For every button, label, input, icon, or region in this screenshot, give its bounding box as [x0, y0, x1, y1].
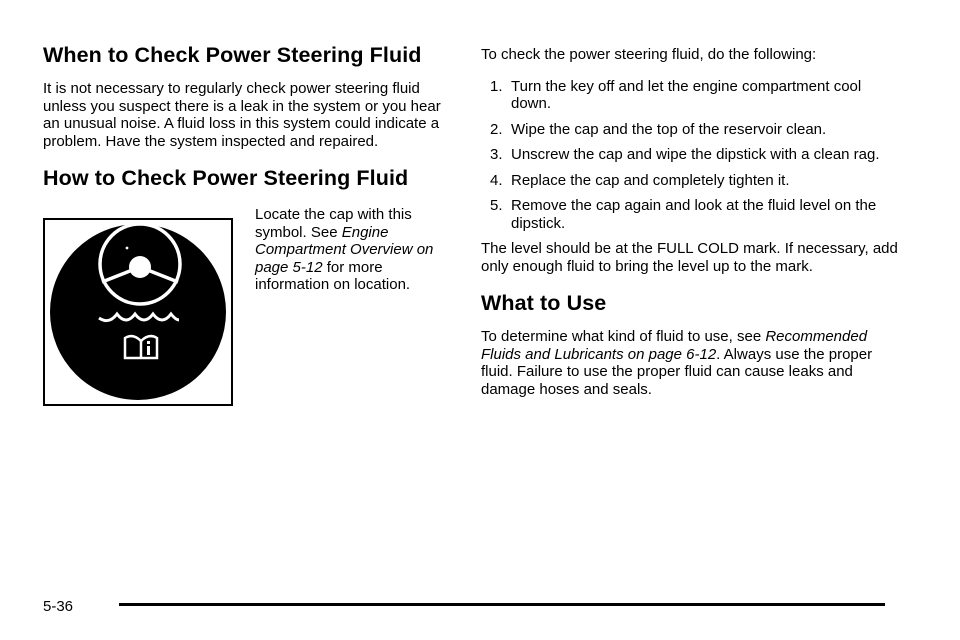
step-number: 4.	[490, 171, 503, 189]
locate-section	[43, 206, 451, 406]
recommended-fluids-reference: Recommended Fluids and Lubricants on page 6-12	[481, 328, 868, 363]
step-item	[481, 197, 901, 232]
step-number: 3.	[490, 146, 503, 163]
heading-when-to-check: When to Check Power Steering Fluid	[43, 43, 422, 67]
page-number: 5-36	[43, 598, 74, 615]
what-to-use-text	[481, 328, 901, 398]
power-steering-cap-icon	[45, 220, 231, 404]
steps-list	[481, 78, 901, 233]
locate-prefix: Locate the cap with this symbol. See	[255, 206, 412, 241]
use-prefix: To determine what kind of fluid to use, see	[481, 328, 766, 345]
step-text: Wipe the cap and the top of the reservoir clean.	[511, 120, 827, 138]
step-text: Turn the key off and let the engine compartment cool down.	[511, 77, 862, 112]
heading-what-to-use: What to Use	[481, 291, 607, 315]
step-text: Unscrew the cap and wipe the dipstick with a clean rag.	[511, 146, 880, 163]
step-item	[481, 172, 901, 190]
step-number: 1.	[490, 77, 503, 95]
step-number: 2.	[490, 120, 503, 138]
step-text: Remove the cap again and look at the fluid level on the dipstick.	[511, 197, 877, 232]
left-column	[43, 42, 451, 406]
power-steering-symbol-box	[43, 218, 233, 406]
step-number: 5.	[490, 197, 503, 214]
step-item	[481, 78, 901, 113]
step-text: Replace the cap and completely tighten it.	[511, 171, 790, 189]
when-to-check-text: It is not necessary to regularly check power steering fluid unless you suspect there is a leak in the system or you hear an unusual noise. A fluid loss in this system could indicate a problem. Have the system inspected and repaired.	[43, 80, 441, 150]
heading-how-to-check: How to Check Power Steering Fluid	[43, 166, 409, 190]
fluid-level-text: The level should be at the FULL COLD mark. If necessary, add only enough fluid to bring the level up to the mark.	[481, 240, 898, 275]
step-item	[481, 121, 901, 139]
locate-cap-text	[255, 206, 455, 294]
engine-compartment-reference: Engine Compartment Overview on page 5-12	[255, 223, 434, 276]
footer-rule	[119, 603, 885, 606]
step-item	[481, 146, 901, 164]
steps-intro: To check the power steering fluid, do the following:	[481, 46, 817, 63]
locate-suffix: for more information on location.	[255, 258, 411, 293]
use-suffix: . Always use the proper fluid. Failure to use the proper fluid can cause leaks and damage hoses and seals.	[481, 345, 873, 398]
right-column	[481, 46, 901, 398]
